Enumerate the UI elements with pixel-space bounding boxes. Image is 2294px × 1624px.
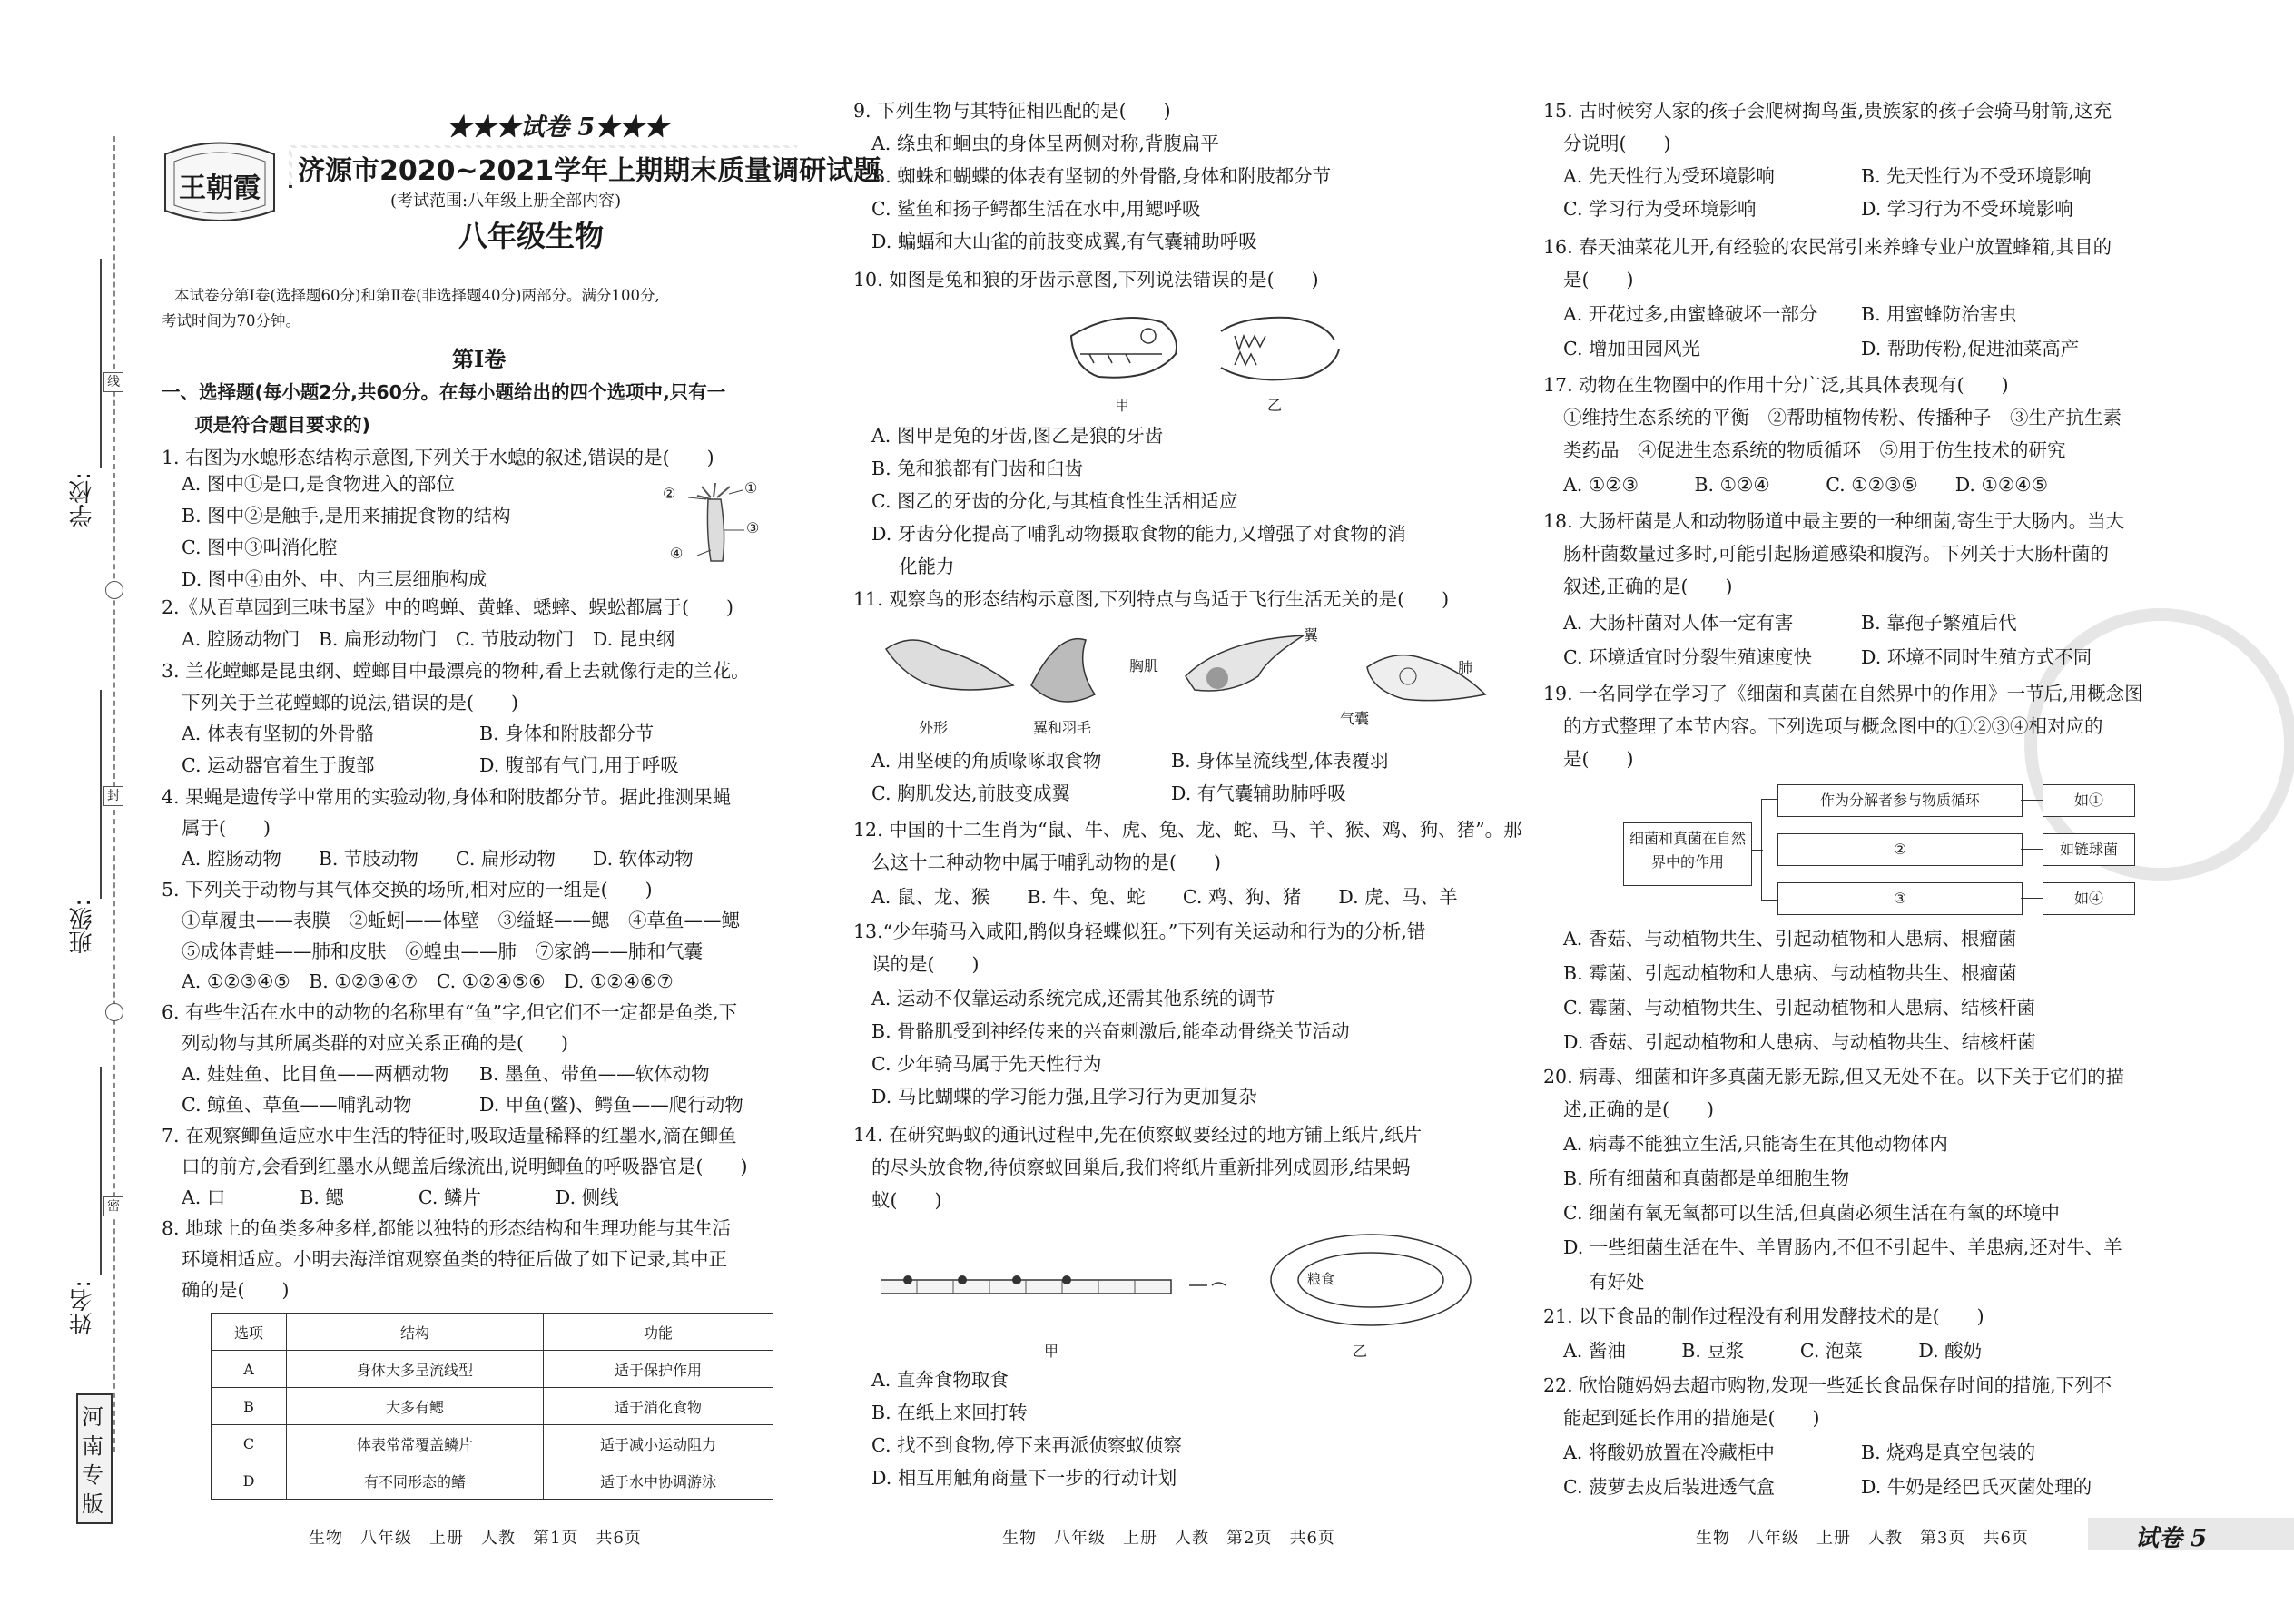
q8-table (211, 1313, 773, 1500)
q1-option-b[interactable]: B. 图中②是触手,是用来捕捉食物的结构 (182, 505, 511, 527)
q20-option-a[interactable]: A. 病毒不能独立生活,只能寄生在其他动物体内 (1563, 1133, 1948, 1155)
table-cell: 适于减小运动阻力 (544, 1425, 773, 1462)
table-cell: 有不同形态的鳍 (287, 1462, 544, 1500)
page-footer-3: 生物 八年级 上册 人教 第3页 共6页 (1696, 1529, 2029, 1548)
q19-option-c[interactable]: C. 霉菌、与动植物共生、引起动植物和人患病、结核杆菌 (1563, 997, 2035, 1019)
table-header: 功能 (544, 1314, 773, 1351)
q16-stem-cont: 是( ) (1563, 269, 1634, 290)
q9-option-b[interactable]: B. 蜘蛛和蝴蝶的体表有坚韧的外骨骼,身体和附肢都分节 (871, 165, 1332, 187)
section1-heading-cont: 项是符合题目要求的) (194, 414, 370, 436)
q18-option-d[interactable]: D. 环境不同时生殖方式不同 (1861, 646, 2092, 668)
page-footer-1: 生物 八年级 上册 人教 第1页 共6页 (309, 1529, 642, 1548)
q14-stem-cont2: 蚁( ) (871, 1189, 942, 1211)
q1-fig-label-1: ① (744, 479, 758, 497)
concept-branch-1: 作为分解者参与物质循环 (1777, 784, 2023, 817)
q10-option-a[interactable]: A. 图甲是兔的牙齿,图乙是狼的牙齿 (871, 425, 1164, 447)
q14-fig-label-b: 乙 (1353, 1343, 1368, 1360)
q7-stem: 7. 在观察鲫鱼适应水中生活的特征时,吸取适量稀释的红墨水,滴在鲫鱼 (162, 1125, 737, 1147)
q11-fig-label-muscle: 胸肌 (1129, 657, 1159, 674)
q1-fig-label-4: ④ (670, 545, 684, 562)
q1-fig-label-3: ③ (746, 519, 760, 536)
q22-option-c[interactable]: C. 菠萝去皮后装进透气盒 (1563, 1476, 1775, 1498)
ant-paper-trail-icon (881, 1225, 1480, 1343)
q11-option-c[interactable]: C. 胸肌发达,前肢变成翼 (871, 782, 1071, 804)
q10-option-d[interactable]: D. 牙齿分化提高了哺乳动物摄取食物的能力,又增强了对食物的消 (871, 523, 1406, 545)
q11-stem: 11. 观察鸟的形态结构示意图,下列特点与鸟适于飞行生活无关的是( ) (853, 588, 1450, 610)
q13-option-a[interactable]: A. 运动不仅靠运动系统完成,还需其他系统的调节 (871, 988, 1275, 1009)
q14-ant-figure (881, 1225, 1480, 1362)
q8-stem: 8. 地球上的鱼类多种多样,都能以独特的形态结构和生理功能与其生活 (162, 1217, 732, 1239)
concept-example-2: 如链球菌 (2043, 833, 2135, 866)
q14-option-d[interactable]: D. 相互用触角商量下一步的行动计划 (871, 1467, 1177, 1489)
q15-option-d[interactable]: D. 学习行为不受环境影响 (1861, 198, 2073, 220)
concept-example-1: 如① (2043, 784, 2135, 817)
concept-connector-stem (1752, 850, 1763, 851)
q12-options[interactable]: A. 鼠、龙、猴 B. 牛、兔、蛇 C. 鸡、狗、猪 D. 虎、马、羊 (871, 886, 1458, 908)
q19-concept-map (1616, 779, 2161, 922)
q8-stem-cont2: 确的是( ) (182, 1279, 290, 1301)
q2-stem: 2.《从百草园到三味书屋》中的鸣蝉、黄蜂、蟋蟀、蜈蚣都属于( ) (162, 596, 734, 618)
intro-line1: 本试卷分第Ⅰ卷(选择题60分)和第Ⅱ卷(非选择题40分)两部分。满分100分, (174, 287, 660, 304)
q6-stem: 6. 有些生活在水中的动物的名称里有“鱼”字,但它们不一定都是鱼类,下 (162, 1001, 738, 1023)
q11-fig-label-airsac: 气囊 (1340, 710, 1370, 727)
q6-option-c[interactable]: C. 鲸鱼、草鱼——哺乳动物 (182, 1094, 412, 1116)
q16-option-b[interactable]: B. 用蜜蜂防治害虫 (1861, 303, 2017, 325)
subject-title: 八年级生物 (458, 219, 605, 253)
q18-option-b[interactable]: B. 靠孢子繁殖后代 (1861, 612, 2017, 634)
q7-stem-cont: 口的前方,会看到红墨水从鳃盖后缘流出,说明鲫鱼的呼吸器官是( ) (182, 1156, 748, 1177)
q10-teeth-figure (1062, 300, 1362, 418)
q3-option-a[interactable]: A. 体表有坚韧的外骨骼 (182, 723, 375, 744)
q18-stem-cont2: 叙述,正确的是( ) (1563, 576, 1733, 597)
name-line (100, 1067, 102, 1275)
q10-option-c[interactable]: C. 图乙的牙齿的分化,与其植食性生活相适应 (871, 490, 1238, 512)
publisher-logo (156, 136, 283, 227)
q14-option-c[interactable]: C. 找不到食物,停下来再派侦察蚁侦察 (871, 1434, 1183, 1456)
table-cell: D (212, 1462, 287, 1500)
table-cell: B (212, 1388, 287, 1425)
q17-list-1: ①维持生态系统的平衡 ②帮助植物传粉、传播种子 ③生产抗生素 (1563, 407, 2122, 428)
concept-root: 细菌和真菌在自然界中的作用 (1623, 822, 1752, 886)
q10-fig-label-a: 甲 (1115, 397, 1130, 414)
q13-option-c[interactable]: C. 少年骑马属于先天性行为 (871, 1053, 1102, 1075)
seal-mark-line: 线 (103, 372, 123, 392)
table-row (212, 1425, 773, 1462)
q1-option-d[interactable]: D. 图中④由外、中、内三层细胞构成 (182, 568, 487, 590)
q22-option-b[interactable]: B. 烧鸡是真空包装的 (1861, 1442, 2036, 1463)
q15-option-a[interactable]: A. 先天性行为受环境影响 (1563, 165, 1775, 187)
part1-title: 第Ⅰ卷 (452, 346, 507, 372)
q18-option-a[interactable]: A. 大肠杆菌对人体一定有害 (1563, 612, 1794, 634)
q1-fig-label-2: ② (663, 485, 676, 502)
q20-stem: 20. 病毒、细菌和许多真菌无影无踪,但又无处不在。以下关于它们的描 (1543, 1066, 2125, 1088)
q14-option-b[interactable]: B. 在纸上来回打转 (871, 1402, 1028, 1423)
q20-option-d[interactable]: D. 一些细菌生活在牛、羊胃肠内,不但不引起牛、羊患病,还对牛、羊 (1563, 1236, 2122, 1258)
q13-stem: 13.“少年骑马入咸阳,鹘似身轻蝶似狂。”下列有关运动和行为的分析,错 (853, 920, 1426, 942)
q5-options[interactable]: A. ①②③④⑤ B. ①②③④⑦ C. ①②④⑤⑥ D. ①②④⑥⑦ (182, 970, 674, 992)
q4-stem: 4. 果蝇是遗传学中常用的实验动物,身体和附肢都分节。据此推测果蝇 (162, 786, 732, 808)
table-cell: 体表常常覆盖鳞片 (287, 1425, 544, 1462)
q20-option-d-cont: 有好处 (1589, 1271, 1645, 1293)
table-cell: A (212, 1351, 287, 1388)
footer-badge: 试卷 5 (2135, 1525, 2208, 1552)
q22-stem-cont: 能起到延长作用的措施是( ) (1563, 1407, 1820, 1429)
exam-scope: (考试范围:八年级上册全部内容) (390, 192, 622, 211)
q13-stem-cont: 误的是( ) (871, 953, 980, 975)
q12-stem-cont: 么这十二种动物中属于哺乳动物的是( ) (871, 851, 1221, 873)
q5-list-1: ①草履虫——表膜 ②蚯蚓——体壁 ③缢蛏——鳃 ④草鱼——鳃 (182, 910, 740, 931)
table-cell: 适于保护作用 (544, 1351, 773, 1388)
q6-option-d[interactable]: D. 甲鱼(鳖)、鳄鱼——爬行动物 (479, 1094, 743, 1116)
q22-option-a[interactable]: A. 将酸奶放置在冷藏柜中 (1563, 1442, 1775, 1463)
q19-stem: 19. 一名同学在学习了《细菌和真菌在自然界中的作用》一节后,用概念图 (1543, 683, 2143, 704)
q14-stem: 14. 在研究蚂蚁的通讯过程中,先在侦察蚁要经过的地方铺上纸片,纸片 (853, 1124, 1423, 1146)
logo-text: 王朝霞 (179, 172, 261, 204)
q1-stem: 1. 右图为水螅形态结构示意图,下列关于水螅的叙述,错误的是( ) (162, 447, 714, 468)
skull-teeth-icon (1062, 300, 1362, 399)
intro-line2: 考试时间为70分钟。 (162, 312, 300, 330)
concept-connector (1761, 799, 1778, 901)
q9-stem: 9. 下列生物与其特征相匹配的是( ) (853, 100, 1171, 122)
q11-fig-label-wing: 翼和羽毛 (1033, 719, 1092, 736)
q11-option-b[interactable]: B. 身体呈流线型,体表覆羽 (1171, 750, 1389, 772)
concept-branch-3: ③ (1777, 882, 2023, 915)
q16-option-d[interactable]: D. 帮助传粉,促进油菜高产 (1861, 338, 2080, 359)
table-cell: 大多有鳃 (287, 1388, 544, 1425)
q3-option-c[interactable]: C. 运动器官着生于腹部 (182, 754, 375, 776)
q7-options[interactable]: A. 口 B. 鳃 C. 鳞片 D. 侧线 (182, 1186, 619, 1208)
q6-option-b[interactable]: B. 墨鱼、带鱼——软体动物 (479, 1063, 710, 1085)
q11-fig-label-lung: 肺 (1458, 659, 1473, 676)
table-header-row (212, 1314, 773, 1351)
q19-stem-cont2: 是( ) (1563, 748, 1634, 770)
q14-fig-label-a: 甲 (1044, 1343, 1059, 1360)
q10-stem: 10. 如图是兔和狼的牙齿示意图,下列说法错误的是( ) (853, 269, 1319, 290)
series-label: ★★★试卷 5★★★ (447, 113, 669, 142)
concept-branch-2: ② (1777, 833, 2023, 866)
region-label: 河南专版 (82, 1404, 103, 1517)
q14-stem-cont: 的尽头放食物,待侦察蚁回巢后,我们将纸片重新排列成圆形,结果蚂 (871, 1156, 1411, 1178)
q20-stem-cont: 述,正确的是( ) (1563, 1098, 1715, 1120)
q13-option-b[interactable]: B. 骨骼肌受到神经传来的兴奋刺激后,能牵动骨绕关节活动 (871, 1020, 1350, 1042)
q21-stem: 21. 以下食品的制作过程没有利用发酵技术的是( ) (1543, 1305, 1984, 1327)
q3-option-d[interactable]: D. 腹部有气门,用于呼吸 (479, 754, 679, 776)
q10-fig-label-b: 乙 (1267, 397, 1283, 414)
q20-option-b[interactable]: B. 所有细菌和真菌都是单细胞生物 (1563, 1167, 1850, 1189)
q13-option-d[interactable]: D. 马比蝴蝶的学习能力强,且学习行为更加复杂 (871, 1086, 1257, 1107)
seal-mark-secret: 密 (103, 1196, 123, 1216)
q11-fig-label-wing2: 翼 (1304, 626, 1319, 644)
table-row (212, 1462, 773, 1500)
q22-stem: 22. 欣怡随妈妈去超市购物,发现一些延长食品保存时间的措施,下列不 (1543, 1374, 2112, 1396)
q9-option-a[interactable]: A. 绦虫和蛔虫的身体呈两侧对称,背腹扁平 (871, 133, 1219, 154)
q11-fig-label-shape: 外形 (919, 719, 949, 736)
bird-structure-icon (877, 622, 1494, 722)
q14-food-label: 粮食 (1307, 1271, 1335, 1287)
q16-stem: 16. 春天油菜花儿开,有经验的农民常引来养蜂专业户放置蜂箱,其目的 (1543, 236, 2112, 258)
q22-option-d[interactable]: D. 牛奶是经巴氏灭菌处理的 (1861, 1476, 2092, 1498)
q12-stem: 12. 中国的十二生肖为“鼠、牛、虎、兔、龙、蛇、马、羊、猴、鸡、狗、猪”。那 (853, 819, 1522, 841)
q18-stem-cont: 肠杆菌数量过多时,可能引起肠道感染和腹泻。下列关于大肠杆菌的 (1563, 543, 2110, 565)
concept-link (2021, 849, 2043, 850)
q6-option-a[interactable]: A. 娃娃鱼、比目鱼——两栖动物 (182, 1063, 449, 1085)
binding-hole (105, 1003, 123, 1021)
q16-option-a[interactable]: A. 开花过多,由蜜蜂破坏一部分 (1563, 303, 1818, 325)
q19-stem-cont: 的方式整理了本节内容。下列选项与概念图中的①②③④相对应的 (1563, 715, 2103, 737)
q5-stem: 5. 下列关于动物与其气体交换的场所,相对应的一组是( ) (162, 879, 653, 901)
q19-option-a[interactable]: A. 香菇、与动植物共生、引起动植物和人患病、根瘤菌 (1563, 928, 2017, 950)
page-footer-2: 生物 八年级 上册 人教 第2页 共6页 (1002, 1529, 1335, 1548)
q1-option-c[interactable]: C. 图中③叫消化腔 (182, 536, 338, 558)
q10-option-b[interactable]: B. 兔和狼都有门齿和臼齿 (871, 458, 1084, 479)
q17-stem: 17. 动物在生物圈中的作用十分广泛,其具体表现有( ) (1543, 374, 2009, 396)
q2-options[interactable]: A. 腔肠动物门 B. 扁形动物门 C. 节肢动物门 D. 昆虫纲 (182, 628, 675, 650)
q4-options[interactable]: A. 腔肠动物 B. 节肢动物 C. 扁形动物 D. 软体动物 (182, 848, 694, 870)
q3-stem: 3. 兰花螳螂是昆虫纲、螳螂目中最漂亮的物种,看上去就像行走的兰花。 (162, 660, 750, 682)
binding-hole (105, 581, 123, 599)
q15-stem-cont: 分说明( ) (1563, 133, 1671, 154)
school-label: 学校: (69, 472, 96, 527)
q4-stem-cont: 属于( ) (182, 817, 271, 839)
q16-option-c[interactable]: C. 增加田园风光 (1563, 338, 1700, 359)
concept-link (2021, 898, 2043, 899)
section1-heading: 一、选择题(每小题2分,共60分。在每小题给出的四个选项中,只有一 (162, 381, 726, 403)
concept-link (2021, 800, 2043, 801)
q1-hydra-figure (661, 479, 779, 570)
q18-option-c[interactable]: C. 环境适宜时分裂生殖速度快 (1563, 646, 1812, 668)
q21-options[interactable]: A. 酱油 B. 豆浆 C. 泡菜 D. 酸奶 (1563, 1340, 1983, 1362)
q18-stem: 18. 大肠杆菌是人和动物肠道中最主要的一种细菌,寄生于大肠内。当大 (1543, 510, 2125, 532)
exam-title: 济源市2020~2021学年上期期末质量调研试题 (292, 148, 886, 188)
q14-option-a[interactable]: A. 直奔食物取食 (871, 1369, 1009, 1391)
q20-option-c[interactable]: C. 细菌有氧无氧都可以生活,但真菌必须生活在有氧的环境中 (1563, 1202, 2061, 1224)
table-header: 结构 (287, 1314, 544, 1351)
name-label: 姓名: (69, 1280, 96, 1335)
q1-option-a[interactable]: A. 图中①是口,是食物进入的部位 (182, 473, 455, 495)
q11-option-d[interactable]: D. 有气囊辅助肺呼吸 (1171, 782, 1346, 804)
table-header: 选项 (212, 1314, 287, 1351)
class-label: 班级: (69, 899, 96, 954)
table-cell: C (212, 1425, 287, 1462)
table-row (212, 1388, 773, 1425)
q9-option-c[interactable]: C. 鲨鱼和扬子鳄都生活在水中,用鳃呼吸 (871, 198, 1201, 220)
table-cell: 适于消化食物 (544, 1388, 773, 1425)
seal-mark-seal: 封 (103, 786, 123, 806)
q8-stem-cont: 环境相适应。小明去海洋馆观察鱼类的特征后做了如下记录,其中正 (182, 1248, 728, 1270)
q3-option-b[interactable]: B. 身体和附肢都分节 (479, 723, 655, 744)
q15-stem: 15. 古时候穷人家的孩子会爬树掏鸟蛋,贵族家的孩子会骑马射箭,这充 (1543, 100, 2112, 122)
q17-options[interactable]: A. ①②③ B. ①②④ C. ①②③⑤ D. ①②④⑤ (1563, 474, 2048, 496)
q17-list-2: 类药品 ④促进生态系统的物质循环 ⑤用于仿生技术的研究 (1563, 439, 2066, 461)
q3-stem-cont: 下列关于兰花螳螂的说法,错误的是( ) (182, 692, 519, 714)
table-cell: 身体大多呈流线型 (287, 1351, 544, 1388)
school-line (100, 259, 102, 468)
q6-stem-cont: 列动物与其所属类群的对应关系正确的是( ) (182, 1032, 568, 1054)
q5-list-2: ⑤成体青蛙——肺和皮肤 ⑥蝗虫——肺 ⑦家鸽——肺和气囊 (182, 940, 703, 962)
q19-option-d[interactable]: D. 香菇、引起动植物和人患病、与动植物共生、结核杆菌 (1563, 1031, 2036, 1053)
table-cell: 适于水中协调游泳 (544, 1462, 773, 1500)
q19-option-b[interactable]: B. 霉菌、引起动植物和人患病、与动植物共生、根瘤菌 (1563, 962, 2017, 984)
concept-example-3: 如④ (2043, 882, 2135, 915)
table-row (212, 1351, 773, 1388)
q11-option-a[interactable]: A. 用坚硬的角质喙啄取食物 (871, 750, 1102, 772)
q9-option-d[interactable]: D. 蝙蝠和大山雀的前肢变成翼,有气囊辅助呼吸 (871, 231, 1257, 252)
class-line (100, 690, 102, 899)
q10-option-d-cont: 化能力 (899, 556, 955, 577)
q15-option-c[interactable]: C. 学习行为受环境影响 (1563, 198, 1757, 220)
q11-bird-figure (877, 622, 1494, 740)
q15-option-b[interactable]: B. 先天性行为不受环境影响 (1861, 165, 2092, 187)
